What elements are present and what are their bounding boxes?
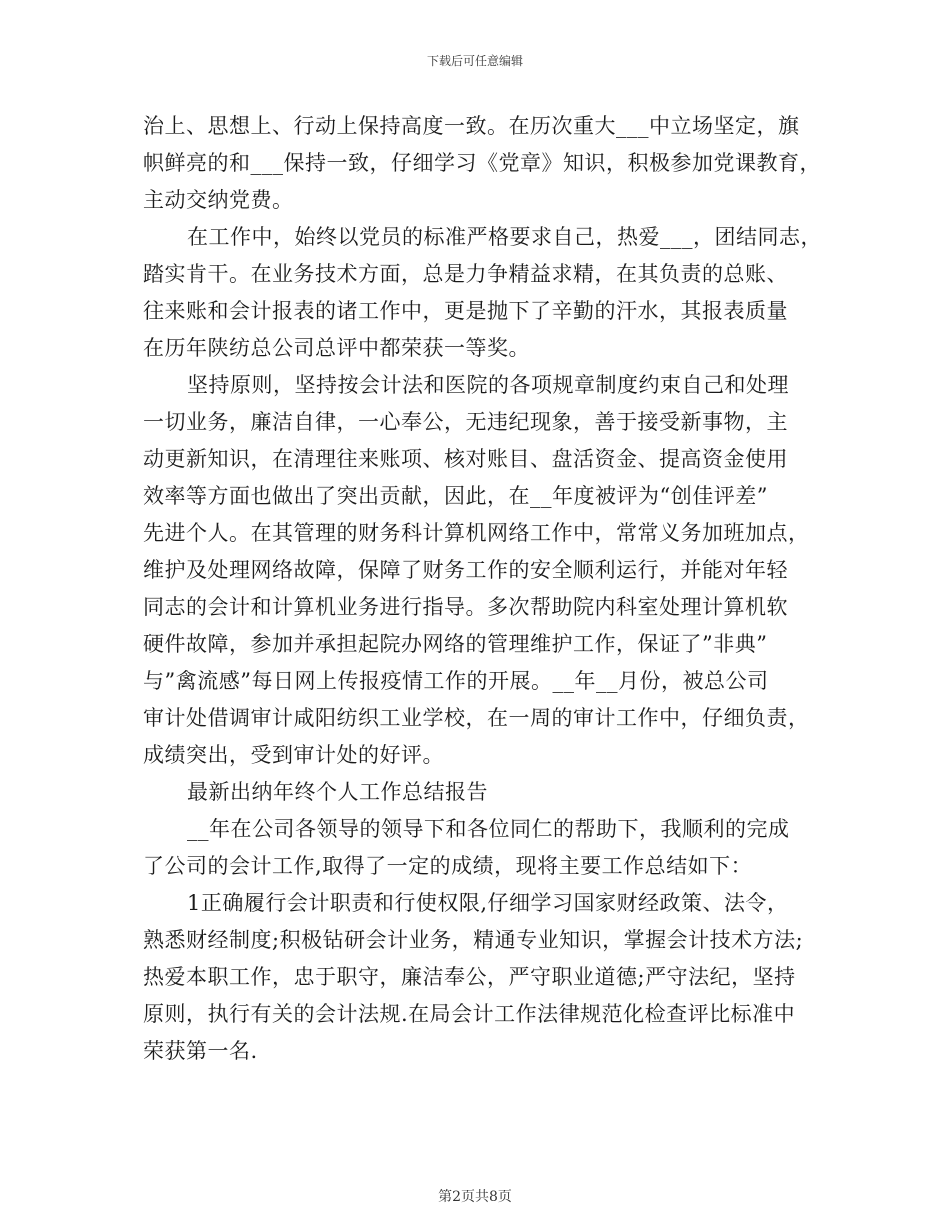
text-line: 成绩突出，受到审计处的好评。	[143, 743, 444, 767]
text-line: 治上、思想上、行动上保持高度一致。在历次重大___中立场坚定，旗	[143, 114, 800, 138]
document-body	[143, 108, 833, 1070]
text-line: 熟悉财经制度;积极钻研会计业务，精通专业知识，掌握会计技术方法;	[143, 928, 804, 952]
text-line: 效率等方面也做出了突出贡献，因此，在__年度被评为“创佳评差”	[143, 484, 768, 508]
text-line: 审计处借调审计咸阳纺织工业学校，在一周的审计工作中，仔细负责，	[143, 706, 810, 730]
page-number-footer: 第2页共8页	[438, 1189, 512, 1205]
text-line: 原则，执行有关的会计法规.在局会计工作法律规范化检查评比标准中	[143, 1002, 796, 1026]
text-line: 与”禽流感”每日网上传报疫情工作的开展。__年__月份，被总公司	[143, 669, 769, 693]
text-line: 了公司的会计工作,取得了一定的成绩，现将主要工作总结如下：	[143, 854, 753, 878]
text-line: 帜鲜亮的和___保持一致，仔细学习《党章》知识，积极参加党课教育，	[143, 151, 821, 175]
text-line: 主动交纳党费。	[143, 188, 294, 212]
text-line: __年在公司各领导的领导下和各位同仁的帮助下，我顺利的完成	[187, 817, 790, 841]
text-line: 动更新知识，在清理往来账项、核对账目、盘活资金、提高资金使用	[143, 447, 788, 471]
text-line: 往来账和会计报表的诸工作中，更是抛下了辛勤的汗水，其报表质量	[143, 299, 788, 323]
text-line: 同志的会计和计算机业务进行指导。多次帮助院内科室处理计算机软	[143, 595, 788, 619]
text-line: 在工作中，始终以党员的标准严格要求自己，热爱___，团结同志，	[187, 225, 822, 249]
text-line: 一切业务，廉洁自律，一心奉公，无违纪现象，善于接受新事物，主	[143, 410, 788, 434]
text-line: 荣获第一名.	[143, 1039, 258, 1063]
text-line: 先进个人。在其管理的财务科计算机网络工作中，常常义务加班加点，	[143, 521, 810, 545]
text-line: 1正确履行会计职责和行使权限,仔细学习国家财经政策、法令，	[187, 891, 789, 915]
text-line: 踏实肯干。在业务技术方面，总是力争精益求精，在其负责的总账、	[143, 262, 788, 286]
text-line: 坚持原则，坚持按会计法和医院的各项规章制度约束自己和处理	[187, 373, 789, 397]
text-line: 维护及处理网络故障，保障了财务工作的安全顺利运行，并能对年轻	[143, 558, 788, 582]
text-line: 热爱本职工作，忠于职守，廉洁奉公，严守职业道德;严守法纪，坚持	[143, 965, 796, 989]
text-line: 在历年陕纺总公司总评中都荣获一等奖。	[143, 336, 530, 360]
text-line: 最新出纳年终个人工作总结报告	[187, 780, 488, 804]
page-header-note: 下载后可任意编辑	[426, 54, 523, 68]
text-line: 硬件故障，参加并承担起院办网络的管理维护工作，保证了”非典”	[143, 632, 768, 656]
